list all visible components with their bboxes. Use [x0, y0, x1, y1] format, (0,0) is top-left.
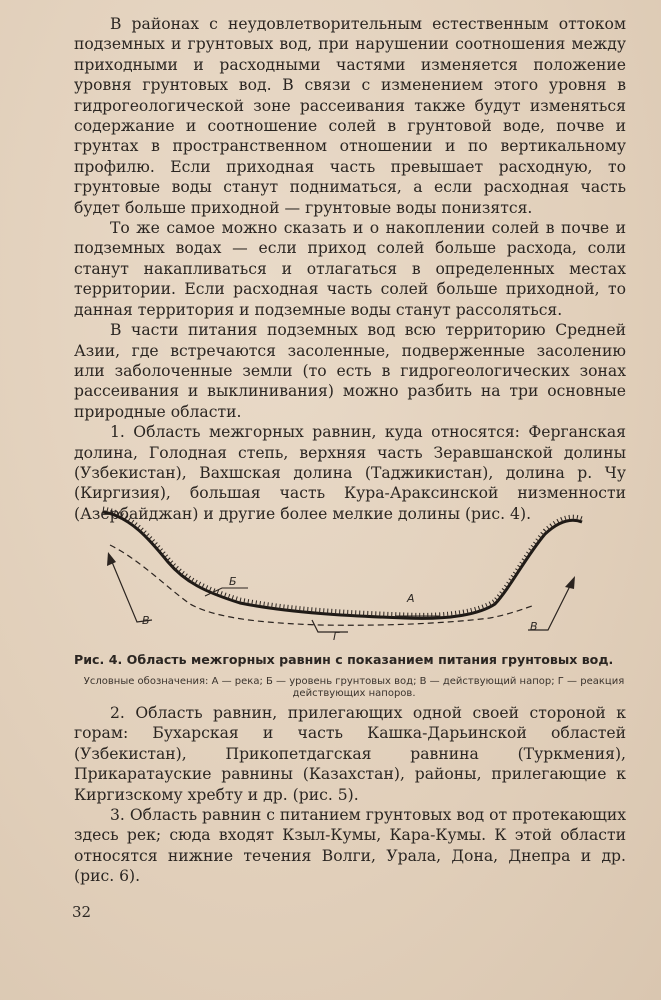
figure-legend: Условные обозначения: А — река; Б — уровень грунтовых вод; В — действующий напор; Г — реакция действующих напоров.	[83, 676, 625, 699]
paragraph: В районах с неудовлетворительным естественным оттоком подземных и грунтовых вод, при нарушении соотношения между приходными и расходными частями изменяется положение уровня грунтовых вод. В связи с изменением этого уровня в гидрогеологической зоне рассеивания также будут изменяться содержание и соотношение солей в грунтовой воде, почве и грунтах в пространственном отношении и по вертикальному профилю. Если приходная часть превышает расходную, то грунтовые воды станут подниматься, а если расходная часть будет больше приходной — грунтовые воды понизятся.	[74, 15, 626, 217]
pressure-arrow-right-head	[565, 576, 575, 589]
paragraph: 3. Область равнин с питанием грунтовых вод от протекающих здесь рек; сюда входят Кзыл-Кумы, Кара-Кумы. К этой области относятся нижние течения Волги, Урала, Дона, Днепра и др. (рис. 6).	[74, 806, 627, 886]
reaction-arrow	[312, 620, 348, 632]
figure-caption: Рис. 4. Область межгорных равнин с показанием питания грунтовых вод.	[74, 652, 614, 667]
ground-hatching	[103, 509, 582, 615]
paragraph: 1. Область межгорных равнин, куда относятся: Ферганская долина, Голодная степь, верхняя часть Зеравшанской долины (Узбекистан), Вахшская долина (Таджикистан), долина р. Чу (Киргизия), большая часть Кура-Араксинской низменности (Азербайджан) и другие более мелкие долины (рис. 4).	[74, 423, 626, 523]
pressure-arrow-left-head	[107, 552, 116, 566]
figure-valley-diagram	[0, 500, 661, 650]
page-number: 32	[72, 903, 92, 921]
paragraph: В части питания подземных вод всю территорию Средней Азии, где встречаются засоленные, подверженные засолению или заболоченные земли (то есть в гидрогеологических зонах рассеивания и выклинивания) можно разбить на три основные природные области.	[74, 321, 626, 421]
label-v-right: В	[530, 620, 538, 633]
ground-surface	[103, 512, 582, 618]
text-block-top	[74, 14, 626, 524]
label-b: Б	[229, 575, 237, 588]
paragraph: 2. Область равнин, прилегающих одной своей стороной к горам: Бухарская и часть Кашка-Дарьинской областей (Узбекистан), Прикопетдагская равнина (Туркмения), Прикаратауские равнины (Казахстан), районы, прилегающие к Киргизскому хребту и др. (рис. 5).	[74, 704, 626, 804]
label-v-left: В	[142, 614, 150, 627]
pressure-arrow-left	[112, 562, 152, 622]
label-g: Г	[333, 630, 340, 643]
text-block-bottom	[74, 703, 626, 887]
paragraph: То же самое можно сказать и о накоплении солей в почве и подземных водах — если приход солей больше расхода, соли станут накапливаться и отлагаться в определенных местах территории. Если расходная часть солей больше приходной, то данная территория и подземные воды станут рассоляться.	[74, 219, 626, 319]
label-a: А	[407, 592, 415, 605]
